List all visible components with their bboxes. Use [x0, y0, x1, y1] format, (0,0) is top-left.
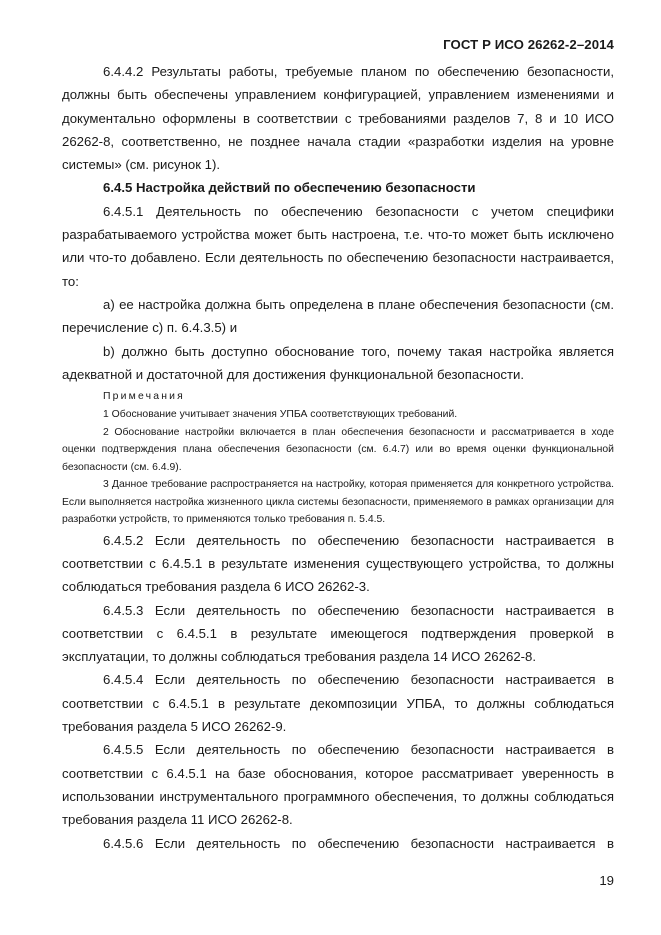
notes-title: Примечания — [103, 391, 185, 403]
note-1: 1 Обоснование учитывает значения УПБА соответствующих требований. — [103, 409, 458, 421]
list-item-a: a) ее настройка должна быть определена в плане обеспечения безопасности (см. перечисление c) п. 6.4.3.5) и — [62, 296, 614, 336]
note-2: 2 Обоснование настройки включается в план обеспечения безопасности и рассматривается в ходе оценки подтверждения плана обеспечения безопасности (см. 6.4.7) или во время оценки функциональной безопасности (см. 6.4.9). — [62, 426, 614, 473]
clause-6-4-5-5: 6.4.5.5 Если деятельность по обеспечению безопасности настраивается в соответствии с 6.4.5.1 на базе обоснования, которое рассматривает уверенность в использовании инструментального программного обеспечения, то должны соблюдаться требования раздела 11 ИСО 26262-8. — [62, 742, 614, 828]
clause-6-4-5-6: 6.4.5.6 Если деятельность по обеспечению безопасности настраивается в — [103, 835, 614, 851]
clause-6-4-4-2: 6.4.4.2 Результаты работы, требуемые планом по обеспечению безопасности, должны быть обеспечены управлением конфигурацией, управлением изменениями и документально оформлены в соответствии с требованиями разделов 7, 8 и 10 ИСО 26262-8, соответственно, не позднее начала стадии «разработки изделия на уровне системы» (см. рисунок 1). — [62, 64, 614, 173]
clause-6-4-5-3: 6.4.5.3 Если деятельность по обеспечению безопасности настраивается в соответствии с 6.4.5.1 в результате имеющегося подтверждения проверкой в эксплуатации, то должны соблюдаться требования раздела 14 ИСО 26262-8. — [62, 602, 614, 665]
section-heading-6-4-5: 6.4.5 Настройка действий по обеспечению безопасности — [103, 180, 476, 196]
list-item-b: b) должно быть доступно обоснование того, почему такая настройка является адекватной и достаточной для достижения функциональной безопасности. — [62, 343, 614, 382]
clause-6-4-5-2: 6.4.5.2 Если деятельность по обеспечению безопасности настраивается в соответствии с 6.4.5.1 в результате изменения существующего устройства, то должны соблюдаться требования раздела 6 ИСО 26262-3. — [62, 532, 614, 595]
page-number: 19 — [599, 873, 614, 888]
document-body — [62, 60, 614, 855]
note-3: 3 Данное требование распространяется на настройку, которая применяется для конкретного устройства. Если выполняется настройка жизненного цикла системы безопасности, применяемого в рамках организации для разработки устройств, то применяются только требования п. 5.4.5. — [62, 479, 614, 526]
standard-designation: ГОСТ Р ИСО 26262-2–2014 — [443, 37, 614, 52]
clause-6-4-5-4: 6.4.5.4 Если деятельность по обеспечению безопасности настраивается в соответствии с 6.4.5.1 в результате декомпозиции УПБА, то должны соблюдаться требования раздела 5 ИСО 26262-9. — [62, 672, 614, 735]
clause-6-4-5-1: 6.4.5.1 Деятельность по обеспечению безопасности с учетом специфики разрабатываемого устройства может быть настроена, т.е. что-то может быть исключено или что-то добавлено. Если деятельность по обеспечению безопасности настраивается, то: — [62, 203, 614, 289]
